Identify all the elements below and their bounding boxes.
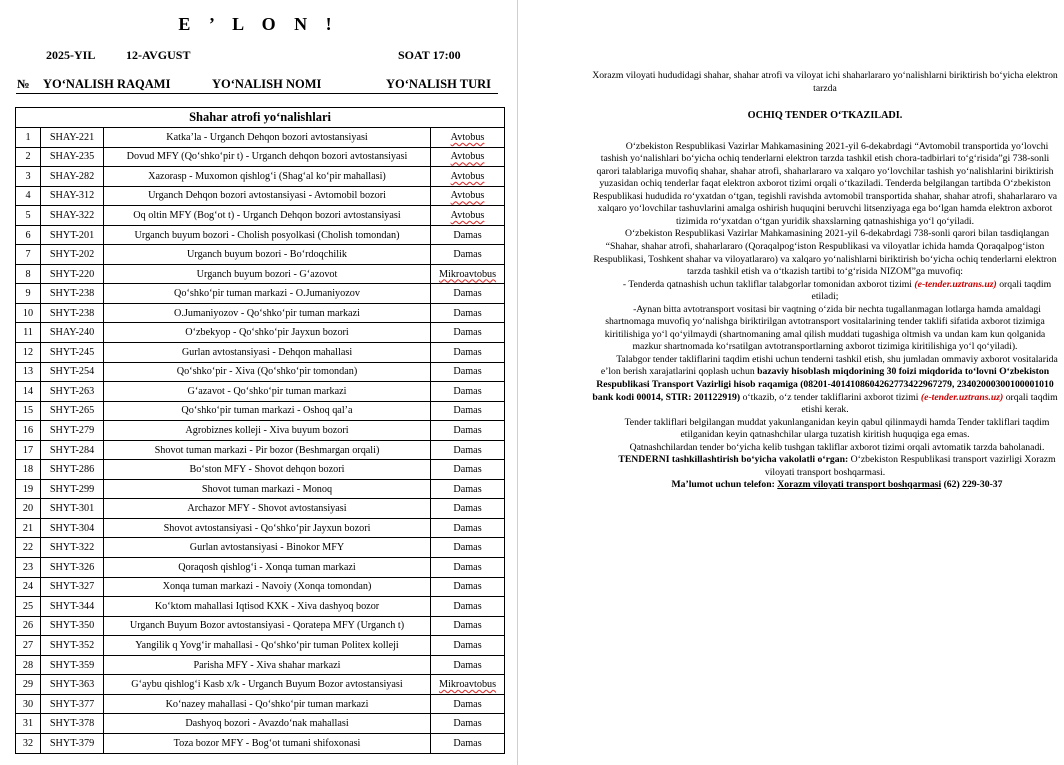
table-row — [16, 186, 505, 206]
column-number-header: № — [17, 77, 30, 91]
route-type: Damas — [431, 714, 505, 734]
route-type: Damas — [431, 538, 505, 558]
route-type: Damas — [431, 323, 505, 343]
route-code: SHYT-284 — [41, 440, 104, 460]
route-type: Damas — [431, 597, 505, 617]
table-row — [16, 675, 505, 695]
routes-table — [15, 107, 505, 754]
route-type: Damas — [431, 303, 505, 323]
tender-heading: OCHIQ TENDER O‘TKAZILADI. — [747, 110, 903, 122]
table-row — [16, 284, 505, 304]
route-name: Bo‘ston MFY - Shovot dehqon bozori — [104, 460, 431, 480]
route-name: G‘aybu qishlog‘i Kasb x/k - Urganch Buyum Bozor avtostansiyasi — [104, 675, 431, 695]
route-name: Gurlan avtostansiyasi - Dehqon mahallasi — [104, 343, 431, 363]
table-row — [16, 303, 505, 323]
row-number: 11 — [16, 323, 41, 343]
phone-number: (62) 229-30-37 — [943, 479, 1003, 491]
row-number: 1 — [16, 128, 41, 148]
route-type: Avtobus — [431, 147, 505, 167]
route-code: SHYT-359 — [41, 655, 104, 675]
table-row — [16, 401, 505, 421]
route-code: SHAY-240 — [41, 323, 104, 343]
route-name: O‘zbekyop - Qo‘shko‘pir Jayxun bozori — [104, 323, 431, 343]
row-number: 22 — [16, 538, 41, 558]
route-type: Avtobus — [431, 186, 505, 206]
route-name: Dovud MFY (Qo‘shko‘pir t) - Urganch dehqon bozori avtostansiyasi — [104, 147, 431, 167]
contact-line — [591, 479, 1059, 492]
paragraph-3 — [591, 279, 1059, 304]
e-tender-link-2[interactable]: (e-tender.uztrans.uz) — [920, 391, 1004, 403]
route-name: Archazor MFY - Shovot avtostansiyasi — [104, 499, 431, 519]
route-code: SHYT-263 — [41, 382, 104, 402]
row-number: 6 — [16, 225, 41, 245]
route-code: SHYT-202 — [41, 245, 104, 265]
route-type: Damas — [431, 479, 505, 499]
route-code: SHYT-378 — [41, 714, 104, 734]
route-type: Mikroavtobus — [431, 264, 505, 284]
row-number: 17 — [16, 440, 41, 460]
route-code: SHYT-238 — [41, 284, 104, 304]
table-row — [16, 440, 505, 460]
organizer-name: O‘zbekiston Respublikasi transport vazirligi Xorazm viloyati transport boshqarmasi. — [764, 454, 1056, 478]
row-number: 4 — [16, 186, 41, 206]
table-row — [16, 167, 505, 187]
route-name: Ko‘ktom mahallasi Iqtisod KXK - Xiva dashyoq bozor — [104, 597, 431, 617]
route-name: Xonqa tuman markazi - Navoiy (Xonqa tomondan) — [104, 577, 431, 597]
route-code: SHYT-245 — [41, 343, 104, 363]
year-label: 2025-YIL — [46, 48, 96, 62]
route-name: Qoraqosh qishlog‘i - Xonqa tuman markazi — [104, 558, 431, 578]
route-code: SHYT-379 — [41, 733, 104, 753]
route-name: Qo‘shko‘pir tuman markazi - O.Jumaniyozov — [104, 284, 431, 304]
paragraph-4: -Aynan bitta avtotransport vositasi bir vaqtning o‘zida bir nechta tugallanmagan lotlarga hamda amaldagi shartnomaga muvofiq yo‘nalishga biriktirilgan avtotransport vositalarining tender taklifi sifatida axborot tizimiga kiritilishiga yo‘l qo‘yilmaydi (shartnomaning amal qilish muddati tugashiga oltmish va undan kam kun qolganida mazkur shartnomada ko‘rsatilgan avtotransportlarning axborot tizimiga kiritilishiga yo‘l qo‘yiladi). — [604, 303, 1046, 353]
table-row — [16, 694, 505, 714]
row-number: 12 — [16, 343, 41, 363]
row-number: 14 — [16, 382, 41, 402]
route-name: Xazorasp - Muxomon qishlog‘i (Shag‘al ko‘pir mahallasi) — [104, 167, 431, 187]
table-row — [16, 714, 505, 734]
route-type: Avtobus — [431, 167, 505, 187]
table-row — [16, 597, 505, 617]
route-type: Damas — [431, 499, 505, 519]
row-number: 8 — [16, 264, 41, 284]
route-type: Mikroavtobus — [431, 675, 505, 695]
table-row — [16, 655, 505, 675]
row-number: 32 — [16, 733, 41, 753]
time-label: SOAT 17:00 — [398, 48, 461, 62]
route-code: SHYT-201 — [41, 225, 104, 245]
row-number: 10 — [16, 303, 41, 323]
table-row — [16, 636, 505, 656]
column-route-type-header: YO‘NALISH TURI — [386, 77, 491, 91]
row-number: 18 — [16, 460, 41, 480]
route-type: Damas — [431, 616, 505, 636]
table-row — [16, 225, 505, 245]
row-number: 27 — [16, 636, 41, 656]
route-code: SHYT-322 — [41, 538, 104, 558]
route-name: Oq oltin MFY (Bog‘ot t) - Urganch Dehqon bozori avtostansiyasi — [104, 206, 431, 226]
table-row — [16, 558, 505, 578]
e-tender-link[interactable]: (e-tender.uztrans.uz) — [914, 278, 997, 290]
row-number: 20 — [16, 499, 41, 519]
route-name: Qo‘shko‘pir tuman markazi - Oshoq qal’a — [104, 401, 431, 421]
intro-text: Xorazm viloyati hududidagi shahar, shahar atrofi va viloyat ichi shaharlararo yo‘nalishlarni biriktirish bo‘yicha elektron tarzda — [592, 70, 1058, 94]
route-code: SHAY-312 — [41, 186, 104, 206]
row-number: 9 — [16, 284, 41, 304]
organizer-label: TENDERNI tashkillashtirish bo‘yicha vakolatli o‘rgan: — [618, 454, 849, 466]
route-type: Avtobus — [431, 206, 505, 226]
table-row — [16, 577, 505, 597]
route-code: SHYT-286 — [41, 460, 104, 480]
row-number: 19 — [16, 479, 41, 499]
route-type: Damas — [431, 518, 505, 538]
row-number: 3 — [16, 167, 41, 187]
route-name: Shovot tuman markazi - Pir bozor (Beshmargan orqali) — [104, 440, 431, 460]
table-row — [16, 245, 505, 265]
paragraph-3-text-b: orqali taqdim etiladi; — [811, 278, 1052, 303]
route-code: SHYT-238 — [41, 303, 104, 323]
row-number: 28 — [16, 655, 41, 675]
table-row — [16, 206, 505, 226]
tender-notice — [591, 70, 1059, 492]
paragraph-3-text-a: - Tenderda qatnashish uchun takliflar talabgorlar tomonidan axborot tizimi — [622, 278, 912, 290]
route-code: SHYT-265 — [41, 401, 104, 421]
route-code: SHYT-377 — [41, 694, 104, 714]
route-code: SHYT-301 — [41, 499, 104, 519]
route-name: Shovot tuman markazi - Monoq — [104, 479, 431, 499]
table-row — [16, 733, 505, 753]
row-number: 29 — [16, 675, 41, 695]
phone-label: Ma’lumot uchun telefon: — [671, 479, 775, 491]
route-type: Damas — [431, 421, 505, 441]
row-number: 31 — [16, 714, 41, 734]
row-number: 24 — [16, 577, 41, 597]
route-name: Qo‘shko‘pir - Xiva (Qo‘shko‘pir tomondan) — [104, 362, 431, 382]
route-name: O.Jumaniyozov - Qo‘shko‘pir tuman markazi — [104, 303, 431, 323]
route-code: SHAY-282 — [41, 167, 104, 187]
column-route-name-header: YO‘NALISH NOMI — [212, 77, 322, 91]
payment-details: bazaviy hisoblash miqdorining 30 foizi miqdorida to‘lovni O‘zbekiston Respublikasi Transport Vazirligi hisob raqamiga (08201-401410860426277342296727​9, 23402000300100001010 bank kodi 00014, STIR: 201122919) — [592, 366, 1054, 403]
paragraph-7: Qatnashchilardan tender bo‘yicha kelib tushgan takliflar axborot tizimi orqali avtomatik tarzda baholanadi. — [629, 441, 1045, 453]
row-number: 2 — [16, 147, 41, 167]
route-name: Dashyoq bozori - Avazdo‘nak mahallasi — [104, 714, 431, 734]
table-row — [16, 147, 505, 167]
route-name: Gurlan avtostansiyasi - Binokor MFY — [104, 538, 431, 558]
table-row — [16, 343, 505, 363]
table-row — [16, 362, 505, 382]
table-row — [16, 128, 505, 148]
row-number: 5 — [16, 206, 41, 226]
route-type: Damas — [431, 401, 505, 421]
route-type: Damas — [431, 558, 505, 578]
table-row — [16, 479, 505, 499]
announcement-title: E ’ L O N ! — [178, 14, 339, 34]
header-underline — [16, 93, 498, 94]
column-route-number-header: YO‘NALISH RAQAMI — [43, 77, 171, 91]
table-row — [16, 323, 505, 343]
route-code: SHAY-235 — [41, 147, 104, 167]
date-label: 12-AVGUST — [126, 48, 191, 62]
route-type: Damas — [431, 577, 505, 597]
route-code: SHAY-322 — [41, 206, 104, 226]
route-code: SHYT-299 — [41, 479, 104, 499]
left-page — [0, 0, 517, 765]
paragraph-8 — [591, 454, 1059, 479]
route-type: Damas — [431, 382, 505, 402]
route-type: Damas — [431, 343, 505, 363]
route-code: SHYT-344 — [41, 597, 104, 617]
row-number: 23 — [16, 558, 41, 578]
table-row — [16, 460, 505, 480]
table-row — [16, 616, 505, 636]
route-name: Agrobiznes kolleji - Xiva buyum bozori — [104, 421, 431, 441]
route-name: Urganch Dehqon bozori avtostansiyasi - Avtomobil bozori — [104, 186, 431, 206]
table-row — [16, 538, 505, 558]
route-type: Damas — [431, 440, 505, 460]
route-name: Parisha MFY - Xiva shahar markazi — [104, 655, 431, 675]
table-row — [16, 518, 505, 538]
route-name: Yangilik q Yovg‘ir mahallasi - Qo‘shko‘pir tuman Politex kolleji — [104, 636, 431, 656]
route-code: SHYT-279 — [41, 421, 104, 441]
row-number: 13 — [16, 362, 41, 382]
route-type: Damas — [431, 636, 505, 656]
route-code: SHYT-350 — [41, 616, 104, 636]
route-type: Damas — [431, 284, 505, 304]
table-row — [16, 382, 505, 402]
route-name: Shovot avtostansiyasi - Qo‘shko‘pir Jayxun bozori — [104, 518, 431, 538]
route-type: Damas — [431, 733, 505, 753]
row-number: 7 — [16, 245, 41, 265]
route-name: Toza bozor MFY - Bog‘ot tumani shifoxonasi — [104, 733, 431, 753]
route-type: Damas — [431, 362, 505, 382]
right-page — [518, 0, 1064, 765]
paragraph-2: O‘zbekiston Respublikasi Vazirlar Mahkamasining 2021-yil 6-dekabrdagi 738-sonli qarori bilan tasdiqlangan “Shahar, shahar atrofi, shaharlararo (Qoraqalpog‘iston Respublikasi va viloyatlar ichida hamda Qoraqalpog‘iston Respublikasi, Toshkent shahar va viloyatlararo) va xalqaro yo‘nalishlarni biriktirish bo‘yicha ochiq tenderlarni elektron tarzda tashkil etish va o‘tkazish tartibi to‘g‘risida NIZOM”ga muvofiq: — [593, 228, 1057, 278]
route-code: SHYT-326 — [41, 558, 104, 578]
route-type: Damas — [431, 225, 505, 245]
route-type: Damas — [431, 245, 505, 265]
route-code: SHYT-304 — [41, 518, 104, 538]
paragraph-5-text-c: o‘tkazib, o‘z tender takliflarini axborot tizimi — [742, 391, 919, 403]
route-name: Urganch buyum bozori - Cholish posyolkasi (Cholish tomondan) — [104, 225, 431, 245]
row-number: 21 — [16, 518, 41, 538]
table-row — [16, 421, 505, 441]
paragraph-5-text-a: Talabgor tender takliflarini taqdim etishi uchun tenderni tashkil etish, shu jumladan ommaviy axborot vositalarida e’lon berish xarajatlarini qoplash uchun — [600, 353, 1058, 378]
contact-office: Xorazm viloyati transport boshqarmasi — [777, 479, 942, 491]
row-number: 16 — [16, 421, 41, 441]
row-number: 25 — [16, 597, 41, 617]
row-number: 30 — [16, 694, 41, 714]
route-name: Urganch Buyum Bozor avtostansiyasi - Qoratepa MFY (Urganch t) — [104, 616, 431, 636]
row-number: 26 — [16, 616, 41, 636]
route-name: Katka’la - Urganch Dehqon bozori avtostansiyasi — [104, 128, 431, 148]
route-type: Damas — [431, 694, 505, 714]
paragraph-6: Tender takliflari belgilangan muddat yakunlanganidan keyin qabul qilinmaydi hamda Tender takliflari taqdim etilganidan keyin qatnashchilar ularga tuzatish kiritish huquqiga ega emas. — [624, 416, 1050, 441]
route-name: Ko‘nazey mahallasi - Qo‘shko‘pir tuman markazi — [104, 694, 431, 714]
route-code: SHYT-327 — [41, 577, 104, 597]
route-code: SHAY-221 — [41, 128, 104, 148]
row-number: 15 — [16, 401, 41, 421]
paragraph-5 — [591, 354, 1059, 417]
table-row — [16, 499, 505, 519]
route-name: Urganch buyum bozori - G‘azovot — [104, 264, 431, 284]
paragraph-1: O‘zbekiston Respublikasi Vazirlar Mahkamasining 2021-yil 6-dekabrdagi “Avtomobil transportida yo‘lovchi tashish yo‘nalishlari bo‘yicha ochiq tenderlarni elektron tarzda tashkil etish chora-tadbirlari to‘g‘risida”gi 738-sonli qarori talablariga muvofiq shahar, shahar atrofi, shaharlararo va xalqaro yo‘lovchilar tashish yo‘nalishlarini biriktirish yuzasidan ochiq tenderlar faqat elektron axborot tizimi orqali o‘tkaziladi. Tenderda belgilangan tartibda O‘zbekiston Respublikasi hududida ro‘yxatdan o‘tgan, tegishli ravishda avtomobil transportida shahar, shahar atrofi, shaharlararo va xalqaro yo‘lovchilar tashuvlarini amalga oshirish huquqini beruvchi litsenziyaga ega bo‘lgan hamda elektron axborot tizimida ro‘yxatdan o‘tgan yuridik shaxslarning qatnashishiga yo‘l qo‘yiladi. — [592, 140, 1058, 227]
route-name: Urganch buyum bozori - Bo‘rdoqchilik — [104, 245, 431, 265]
route-type: Damas — [431, 460, 505, 480]
route-type: Avtobus — [431, 128, 505, 148]
route-code: SHYT-363 — [41, 675, 104, 695]
section-title: Shahar atrofi yo‘nalishlari — [16, 108, 505, 128]
route-type: Damas — [431, 655, 505, 675]
table-row — [16, 264, 505, 284]
route-code: SHYT-220 — [41, 264, 104, 284]
route-name: G‘azavot - Qo‘shko‘pir tuman markazi — [104, 382, 431, 402]
paragraph-5-text-d: orqali taqdim etishi kerak. — [801, 391, 1058, 416]
route-code: SHYT-254 — [41, 362, 104, 382]
route-code: SHYT-352 — [41, 636, 104, 656]
